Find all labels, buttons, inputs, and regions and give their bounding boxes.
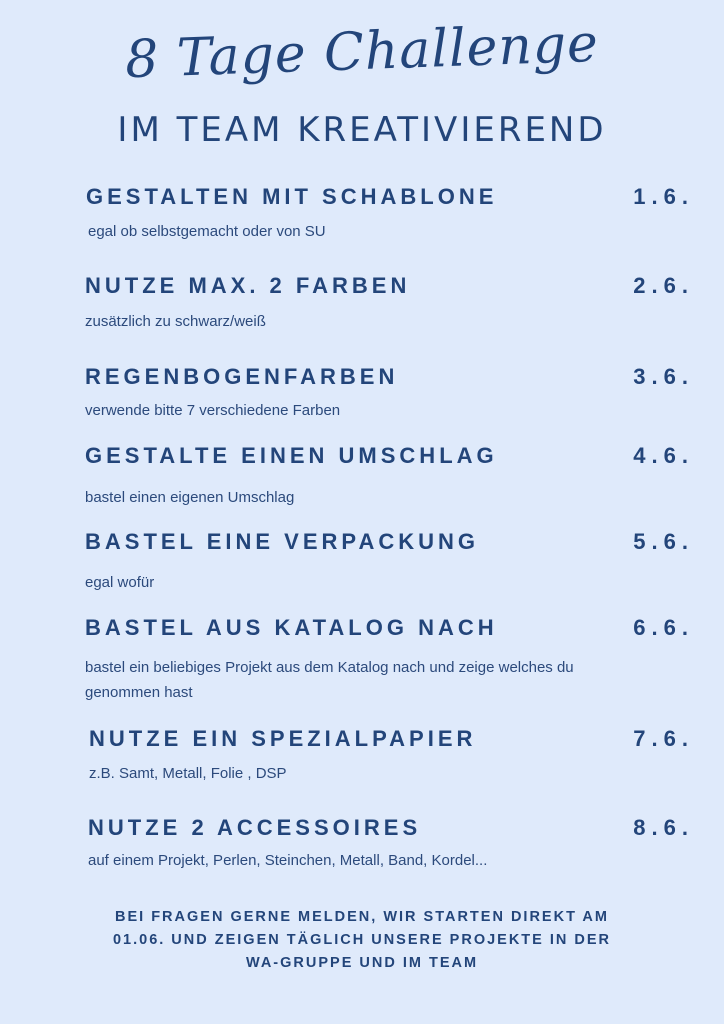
item-title: REGENBOGENFARBEN: [85, 364, 399, 389]
item-title: BASTEL EINE VERPACKUNG: [85, 529, 480, 554]
item-date: 3.6.: [633, 364, 694, 389]
item-description: bastel ein beliebiges Projekt aus dem Katalog nach und zeige welches du genommen hast: [85, 659, 574, 701]
item-date: 1.6.: [633, 184, 694, 209]
item-date: 6.6.: [633, 615, 694, 640]
item-title: GESTALTE EINEN UMSCHLAG: [85, 443, 498, 468]
item-description: egal wofür: [85, 574, 155, 591]
item-date: 4.6.: [633, 443, 694, 468]
item-description: bastel einen eigenen Umschlag: [85, 489, 295, 506]
item-title: BASTEL AUS KATALOG NACH: [85, 615, 498, 640]
item-date: 2.6.: [633, 273, 694, 298]
item-title: NUTZE MAX. 2 FARBEN: [85, 273, 411, 298]
item-title: GESTALTEN MIT SCHABLONE: [86, 184, 498, 209]
footer-note: BEI FRAGEN GERNE MELDEN, WIR STARTEN DIREKT AM 01.06. UND ZEIGEN TÄGLICH UNSERE PROJEKTE IN DER WA-GRUPPE UND IM TEAM: [112, 909, 612, 971]
item-description: zusätzlich zu schwarz/weiß: [85, 313, 266, 330]
item-title: NUTZE EIN SPEZIALPAPIER: [89, 726, 477, 751]
item-date: 7.6.: [633, 726, 694, 751]
item-date: 8.6.: [633, 815, 694, 840]
script-title: 8 Tage Challenge: [124, 13, 600, 91]
item-description: auf einem Projekt, Perlen, Steinchen, Metall, Band, Kordel...: [88, 852, 488, 869]
item-description: egal ob selbstgemacht oder von SU: [88, 223, 326, 240]
item-date: 5.6.: [633, 529, 694, 554]
item-description: z.B. Samt, Metall, Folie , DSP: [89, 765, 287, 782]
item-description: verwende bitte 7 verschiedene Farben: [85, 402, 341, 419]
item-title: NUTZE 2 ACCESSOIRES: [88, 815, 422, 840]
page-subtitle: IM TEAM KREATIVIEREND: [117, 110, 607, 150]
